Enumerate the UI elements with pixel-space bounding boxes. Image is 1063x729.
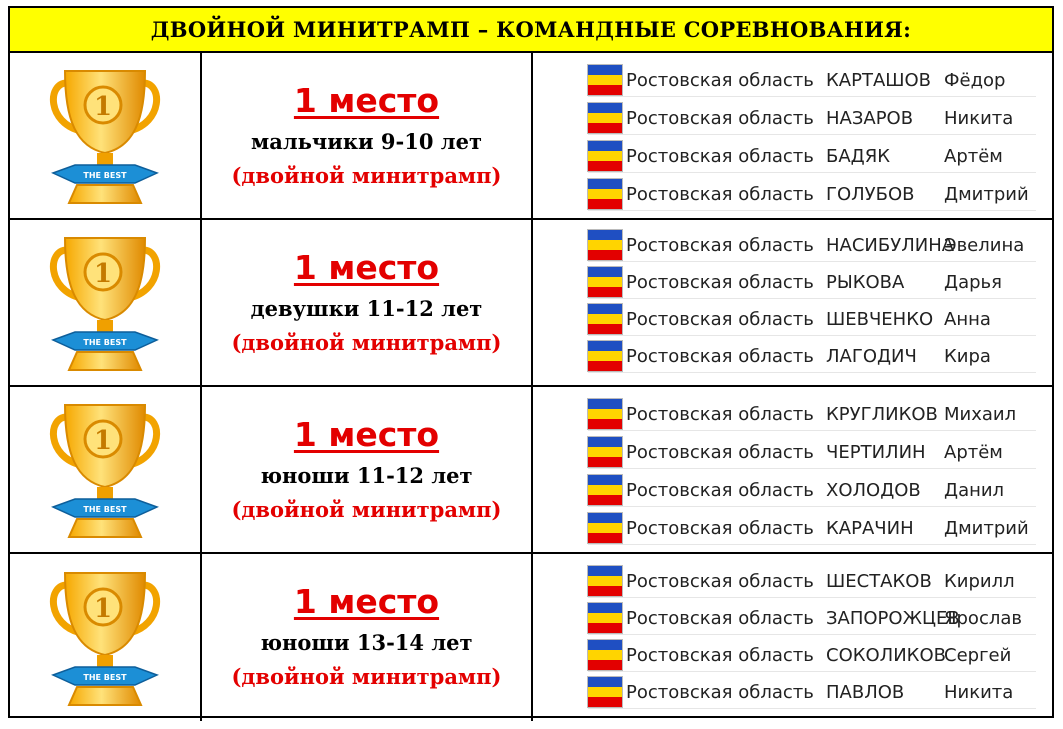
athlete-region: Ростовская область: [626, 345, 814, 367]
athlete-first-name: Кира: [944, 345, 991, 367]
athlete-first-name: Никита: [944, 107, 1014, 129]
athlete-region: Ростовская область: [626, 183, 814, 205]
flag-icon: [588, 230, 622, 260]
athlete-first-name: Артём: [944, 441, 1003, 463]
athlete-first-name: Артём: [944, 145, 1003, 167]
athlete-region: Ростовская область: [626, 644, 814, 666]
discipline: (двойной минитрамп): [231, 163, 502, 188]
athlete-region: Ростовская область: [626, 234, 814, 256]
athlete-region: Ростовская область: [626, 107, 814, 129]
ribbon-text: THE BEST: [83, 170, 127, 180]
ribbon-text: THE BEST: [83, 504, 127, 514]
flag-icon: [588, 399, 622, 429]
place-title: 1 место: [293, 248, 440, 287]
athlete-row: [588, 601, 1036, 635]
athlete-first-name: Эвелина: [944, 234, 1025, 256]
flag-icon: [588, 141, 622, 171]
athlete-surname: ЛАГОДИЧ: [826, 345, 917, 367]
athlete-surname: ГОЛУБОВ: [826, 183, 915, 205]
trophy-icon: [45, 395, 165, 545]
athlete-first-name: Кирилл: [944, 570, 1015, 592]
trophy-number: 1: [93, 425, 113, 456]
athlete-surname: КАРАЧИН: [826, 517, 914, 539]
athlete-surname: РЫКОВА: [826, 271, 905, 293]
athlete-surname: ШЕСТАКОВ: [826, 570, 932, 592]
trophy-icon: [45, 563, 165, 713]
result-row: [10, 554, 1052, 721]
athlete-row: [588, 139, 1036, 173]
place-cell: [202, 220, 533, 385]
flag-icon: [588, 103, 622, 133]
flag-icon: [588, 475, 622, 505]
flag-icon: [588, 179, 622, 209]
athlete-row: [588, 511, 1036, 545]
age-group: мальчики 9-10 лет: [251, 129, 482, 154]
place-title: 1 место: [293, 582, 440, 621]
athlete-row: [588, 177, 1036, 211]
age-group: юноши 11-12 лет: [260, 463, 473, 488]
flag-icon: [588, 437, 622, 467]
trophy-number: 1: [93, 593, 113, 624]
athlete-first-name: Дмитрий: [944, 183, 1029, 205]
athlete-row: [588, 675, 1036, 709]
flag-icon: [588, 640, 622, 670]
athlete-region: Ростовская область: [626, 403, 814, 425]
athlete-row: [588, 265, 1036, 299]
athlete-row: [588, 63, 1036, 97]
athlete-region: Ростовская область: [626, 517, 814, 539]
athlete-region: Ростовская область: [626, 69, 814, 91]
flag-icon: [588, 341, 622, 371]
athlete-first-name: Данил: [944, 479, 1005, 501]
place-cell: [202, 387, 533, 552]
athlete-first-name: Сергей: [944, 644, 1012, 666]
athlete-surname: ЧЕРТИЛИН: [826, 441, 926, 463]
trophy-cell: [10, 220, 202, 385]
trophy-cell: [10, 387, 202, 552]
athlete-region: Ростовская область: [626, 570, 814, 592]
result-row: [10, 53, 1052, 220]
place-cell: [202, 554, 533, 721]
athlete-surname: КАРТАШОВ: [826, 69, 932, 91]
athlete-surname: НАСИБУЛИНА: [826, 234, 955, 256]
athlete-row: [588, 564, 1036, 598]
flag-icon: [588, 603, 622, 633]
page-title: ДВОЙНОЙ МИНИТРАМП – КОМАНДНЫЕ СОРЕВНОВАНИЯ:: [10, 8, 1052, 53]
result-row: [10, 220, 1052, 387]
athlete-row: [588, 638, 1036, 672]
athlete-surname: ШЕВЧЕНКО: [826, 308, 934, 330]
flag-icon: [588, 304, 622, 334]
athlete-row: [588, 302, 1036, 336]
athlete-region: Ростовская область: [626, 145, 814, 167]
trophy-cell: [10, 53, 202, 218]
flag-icon: [588, 513, 622, 543]
trophy-number: 1: [93, 91, 113, 122]
athlete-region: Ростовская область: [626, 607, 814, 629]
flag-icon: [588, 267, 622, 297]
age-group: юноши 13-14 лет: [260, 630, 473, 655]
discipline: (двойной минитрамп): [231, 497, 502, 522]
place-title: 1 место: [293, 415, 440, 454]
athlete-surname: КРУГЛИКОВ: [826, 403, 938, 425]
trophy-icon: [45, 61, 165, 211]
athlete-first-name: Никита: [944, 681, 1014, 703]
athlete-row: [588, 473, 1036, 507]
age-group: девушки 11-12 лет: [250, 296, 483, 321]
athletes-list: [533, 387, 1052, 552]
discipline: (двойной минитрамп): [231, 664, 502, 689]
trophy-icon: [45, 228, 165, 378]
ribbon-text: THE BEST: [83, 672, 127, 682]
results-table: [8, 6, 1054, 718]
athletes-list: [533, 220, 1052, 385]
discipline: (двойной минитрамп): [231, 330, 502, 355]
athlete-row: [588, 339, 1036, 373]
trophy-cell: [10, 554, 202, 721]
athletes-list: [533, 554, 1052, 721]
athlete-row: [588, 228, 1036, 262]
place-title: 1 место: [293, 81, 440, 120]
result-row: [10, 387, 1052, 554]
ribbon-text: THE BEST: [83, 337, 127, 347]
athlete-region: Ростовская область: [626, 271, 814, 293]
trophy-number: 1: [93, 258, 113, 289]
athlete-surname: ХОЛОДОВ: [826, 479, 921, 501]
place-cell: [202, 53, 533, 218]
athlete-surname: СОКОЛИКОВ: [826, 644, 946, 666]
athlete-region: Ростовская область: [626, 308, 814, 330]
flag-icon: [588, 677, 622, 707]
athlete-first-name: Анна: [944, 308, 991, 330]
athlete-row: [588, 397, 1036, 431]
athletes-list: [533, 53, 1052, 218]
athlete-first-name: Ярослав: [944, 607, 1022, 629]
athlete-region: Ростовская область: [626, 441, 814, 463]
athlete-row: [588, 435, 1036, 469]
athlete-first-name: Фёдор: [944, 69, 1006, 91]
athlete-surname: ПАВЛОВ: [826, 681, 905, 703]
athlete-region: Ростовская область: [626, 681, 814, 703]
flag-icon: [588, 65, 622, 95]
athlete-region: Ростовская область: [626, 479, 814, 501]
athlete-first-name: Михаил: [944, 403, 1017, 425]
athlete-surname: БАДЯК: [826, 145, 891, 167]
athlete-surname: НАЗАРОВ: [826, 107, 914, 129]
athlete-surname: ЗАПОРОЖЦЕВ: [826, 607, 960, 629]
athlete-row: [588, 101, 1036, 135]
athlete-first-name: Дмитрий: [944, 517, 1029, 539]
athlete-first-name: Дарья: [944, 271, 1002, 293]
flag-icon: [588, 566, 622, 596]
